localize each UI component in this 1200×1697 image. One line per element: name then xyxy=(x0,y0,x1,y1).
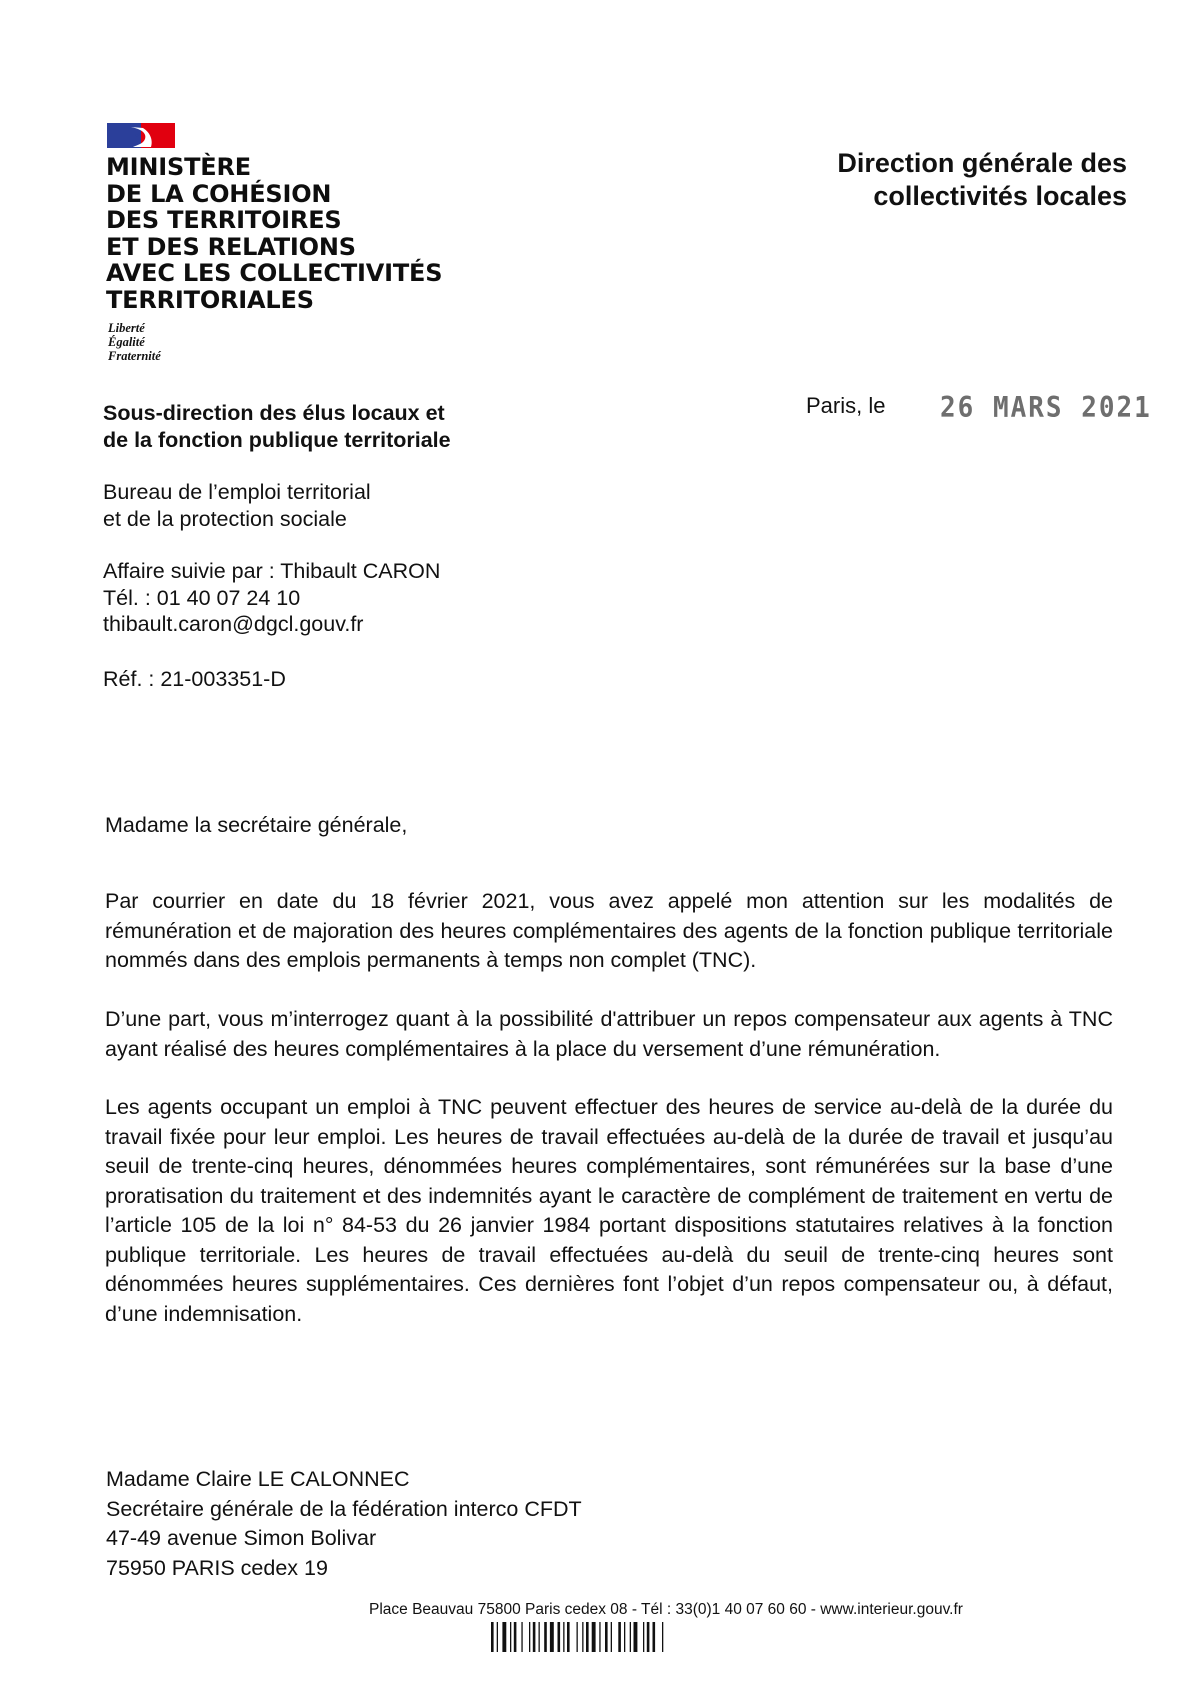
contact-person: Affaire suivie par : Thibault CARON xyxy=(103,559,441,583)
paragraph: D’une part, vous m’interrogez quant à la possibilité d'attribuer un repos compensateur aux agents à TNC ayant réalisé des heures complémentaires à la place du versement d’une rémunération. xyxy=(105,1007,1113,1061)
republic-motto xyxy=(108,321,161,363)
marianne-logo-icon xyxy=(107,123,175,148)
recipient-street: 47-49 avenue Simon Bolivar xyxy=(106,1526,377,1550)
ministry-line: ET DES RELATIONS xyxy=(106,232,356,261)
footer-address xyxy=(0,1601,1200,1619)
ministry-name xyxy=(106,154,442,313)
recipient-address xyxy=(106,1465,582,1583)
subdirection-line: de la fonction publique territoriale xyxy=(103,427,451,452)
bureau-line: et de la protection sociale xyxy=(103,506,347,531)
recipient-city: 75950 PARIS cedex 19 xyxy=(106,1555,328,1580)
direction-line: Direction générale des xyxy=(837,148,1127,178)
contact-info xyxy=(103,558,440,638)
reference: Réf. : 21-003351-D xyxy=(103,667,286,691)
ministry-line: MINISTÈRE xyxy=(106,153,251,181)
salutation: Madame la secrétaire générale, xyxy=(105,813,408,837)
ministry-line: AVEC LES COLLECTIVITÉS xyxy=(106,259,443,287)
motto-line: Égalité xyxy=(108,335,145,349)
subdirection-line: Sous-direction des élus locaux et xyxy=(103,401,445,425)
ministry-line: TERRITORIALES xyxy=(106,285,314,314)
subdirection xyxy=(103,400,451,453)
bureau xyxy=(103,479,371,532)
direction-title xyxy=(837,147,1127,213)
paragraph: Les agents occupant un emploi à TNC peuvent effectuer des heures de service au-delà de la durée du travail fixée pour leur emploi. Les heures de travail effectuées au-delà de la durée de travail et jusqu’au seuil de trente-cinq heures, dénommées heures complémentaires, sont rémunérées sur la base d’une proratisation du traitement et des indemnités ayant le caractère de complément de traitement en vertu de l’article 105 de la loi n° 84-53 du 26 janvier 1984 portant dispositions statutaires relatives à la fonction publique territoriale. Les heures de travail effectuées au-delà du seuil de trente-cinq heures sont dénommées heures supplémentaires. Ces dernières font l’objet d’un repos compensateur ou, à défaut, d’une indemnisation. xyxy=(105,1095,1113,1326)
recipient-title: Secrétaire générale de la fédération interco CFDT xyxy=(106,1496,582,1521)
motto-line: Fraternité xyxy=(108,349,161,363)
motto-line: Liberté xyxy=(108,321,145,335)
contact-phone: Tél. : 01 40 07 24 10 xyxy=(103,585,301,610)
bureau-line: Bureau de l’emploi territorial xyxy=(103,480,371,504)
direction-line: collectivités locales xyxy=(873,181,1127,211)
footer-address-text: Place Beauvau 75800 Paris cedex 08 - Tél : 33(0)1 40 07 60 60 - www.interieur.gouv.fr xyxy=(369,1601,963,1618)
contact-email: thibault.caron@dgcl.gouv.fr xyxy=(103,612,364,636)
ministry-line: DE LA COHÉSION xyxy=(106,179,332,208)
paragraph: Par courrier en date du 18 février 2021, vous avez appelé mon attention sur les modalités de rémunération et de majoration des heures complémentaires des agents de la fonction publique territoriale nommés dans des emplois permanents à temps non complet (TNC). xyxy=(105,889,1113,972)
barcode-icon xyxy=(491,1622,729,1652)
date-label: Paris, le xyxy=(806,393,886,418)
ministry-line: DES TERRITOIRES xyxy=(106,206,342,234)
recipient-name: Madame Claire LE CALONNEC xyxy=(106,1467,410,1491)
date-stamp: 26 MARS 2021 xyxy=(940,391,1152,425)
